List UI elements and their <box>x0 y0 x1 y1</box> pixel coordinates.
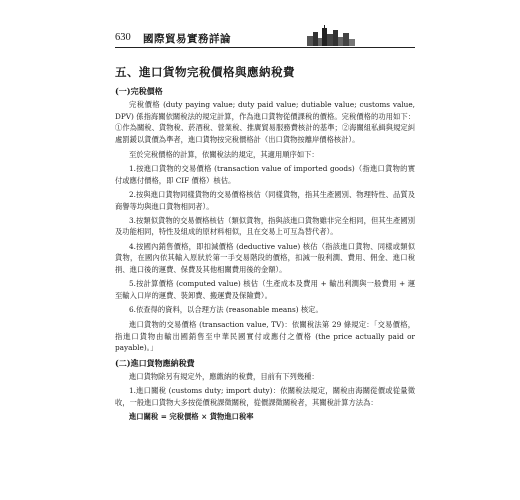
running-header <box>115 24 415 48</box>
subsection-heading-1: (一)完稅價格 <box>115 86 163 96</box>
page-body <box>115 64 415 423</box>
list-item: 6.依查得的資料，以合理方法 (reasonable means) 核定。 <box>129 304 323 314</box>
list-item: 5.按計算價格 (computed value) 核估（生產成本及費用 + 輸出利潤與一般費用 + 運至輸入口岸的運費、裝卸費、搬運費及保險費）。 <box>115 279 415 300</box>
definition-paragraph: 完稅價格 (duty paying value; duty paid value; dutiable value; customs value, DPV) 係指海關依關稅法的規定計算，作為進口貨物從價課稅的價格。完稅價格的功用如下：①作為關稅、貨物稅、菸酒稅、營業稅、推廣貿易服務費核計的基準；②海關組私緝與規定糾處罰鍰以貨價為準者，進口貨物按完稅價格計（出口貨物按離岸價格核計）。 <box>115 100 415 144</box>
taxes-intro: 進口貨物除另有規定外，應繳納的稅費，目前有下列幾種： <box>129 371 319 381</box>
section-title: 五、進口貨物完稅價格與應納稅費 <box>115 65 295 79</box>
city-skyline-icon <box>307 24 355 46</box>
order-intro: 至於完稅價格的計算，依關稅法的規定，其適用順序如下： <box>129 150 319 160</box>
list-item: 2.按與進口貨物同樣貨物的交易價格核估（同樣貨物，指其生產國別、物理特性、品質及商譽等均與進口貨物相同者）。 <box>115 190 415 211</box>
list-item: 1.按進口貨物的交易價格 (transaction value of imported goods)（指進口貨物的實付或應付價格，即 CIF 價格）核估。 <box>115 164 415 185</box>
list-item: 1.進口關稅 (customs duty; import duty)：依關稅法規定，關稅由海關從價或從量徵收，一般進口貨物大多按從價稅課徵關稅，從價課徵關稅者，其關稅計算方法為： <box>115 386 415 407</box>
duty-formula: 進口關稅 = 完稅價格 × 貨物進口稅率 <box>129 412 254 422</box>
transaction-value-paragraph: 進口貨物的交易價格 (transaction value, TV)：依關稅法第 29 條規定：「交易價格，指進口貨物由輸出國銷售至中華民國實付或應付之價格 (the price actually paid or payable)。」 <box>115 320 415 353</box>
subsection-heading-2: (二)進口貨物應納稅費 <box>115 357 195 368</box>
header-rule <box>115 47 415 48</box>
book-title: 國際貿易實務詳論 <box>143 33 231 45</box>
list-item: 4.按國內銷售價格，即扣減價格 (deductive value) 核估（指該進口貨物、同樣或類似貨物，在國內依其輸入原狀於第一手交易階段的價格，扣減一般利潤、費用、佣金、進口稅捐、進口後的運費、保費及其他相關費用後的金額）。 <box>115 241 415 274</box>
list-item: 3.按類似貨物的交易價格核估（類似貨物，指與該進口貨物雖非完全相同，但其生產國別及功能相同，特性及組成的原材料相似，且在交易上可互為替代者）。 <box>115 216 415 237</box>
page-number: 630 <box>115 32 131 43</box>
